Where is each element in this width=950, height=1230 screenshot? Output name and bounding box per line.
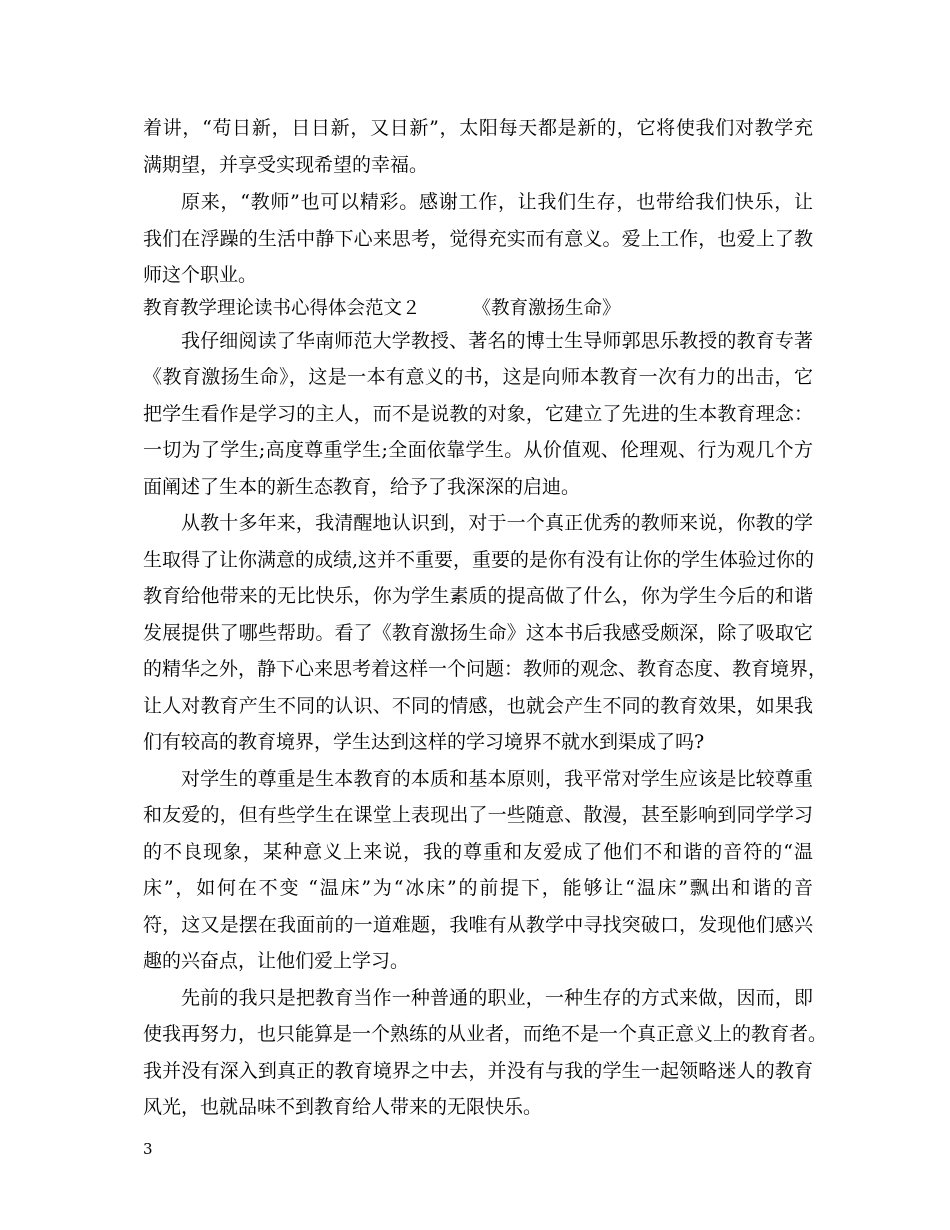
text-line: 教育给他带来的无比快乐，你为学生素质的提高做了什么，你为学生今后的和谐 <box>143 585 813 607</box>
text-line: 一切为了学生;高度尊重学生;全面依靠学生。从价值观、伦理观、行为观几个方 <box>143 439 813 461</box>
text-line: 先前的我只是把教育当作一种普通的职业，一种生存的方式来做，因而，即 <box>181 987 813 1009</box>
text-line: 让人对教育产生不同的认识、不同的情感，也就会产生不同的教育效果，如果我 <box>143 695 813 717</box>
text-line: 着讲，“苟日新，日日新，又日新”，太阳每天都是新的，它将使我们对教学充 <box>143 117 813 139</box>
text-line: 床”，如何在不变 “温床”为“冰床”的前提下，能够让“温床”飘出和谐的音 <box>143 877 813 899</box>
text-line: 我仔细阅读了华南师范大学教授、著名的博士生导师郭思乐教授的教育专著 <box>181 330 813 352</box>
book-title: 《教育激扬生命》 <box>472 298 621 319</box>
text-line: 生取得了让你满意的成绩,这并不重要，重要的是你有没有让你的学生体验过你的 <box>143 549 815 571</box>
text-line: 的不良现象，某种意义上来说，我的尊重和友爱成了他们不和谐的音符的“温 <box>143 841 813 863</box>
text-line: 把学生看作是学习的主人，而不是说教的对象，它建立了先进的生本教育理念： <box>143 403 813 425</box>
text-line: 我们在浮躁的生活中静下心来思考，觉得充实而有意义。爱上工作，也爱上了教 <box>143 228 813 250</box>
text-line: 趣的兴奋点，让他们爱上学习。 <box>143 950 410 972</box>
section-heading: 教育教学理论读书心得体会范文２ <box>143 298 421 319</box>
text-line: 满期望，并享受实现希望的幸福。 <box>143 154 429 176</box>
text-line: 发展提供了哪些帮助。看了《教育激扬生命》这本书后我感受颇深，除了吸取它 <box>143 622 813 644</box>
text-line: 和友爱的，但有些学生在课堂上表现出了一些随意、散漫，甚至影响到同学学习 <box>143 804 813 826</box>
text-line: 的精华之外，静下心来思考着这样一个问题：教师的观念、教育态度、教育境界， <box>143 658 828 680</box>
page-number: 3 <box>143 1140 153 1158</box>
text-line: 风光，也就品味不到教育给人带来的无限快乐。 <box>143 1096 543 1118</box>
text-line: 使我再努力，也只能算是一个熟练的从业者，而绝不是一个真正意义上的教育者。 <box>143 1023 828 1045</box>
text-line: 《教育激扬生命》，这是一本有意义的书，这是向师本教育一次有力的出击，它 <box>143 366 813 388</box>
text-line: 面阐述了生本的新生态教育，给予了我深深的启迪。 <box>143 476 581 498</box>
text-line: 符，这又是摆在我面前的一道难题，我唯有从教学中寻找突破口，发现他们感兴 <box>143 914 813 936</box>
text-line: 我并没有深入到真正的教育境界之中去，并没有与我的学生一起领略迷人的教育 <box>143 1060 813 1082</box>
text-line: 从教十多年来，我清醒地认识到，对于一个真正优秀的教师来说，你教的学 <box>181 512 813 534</box>
text-line: 对学生的尊重是生本教育的本质和基本原则，我平常对学生应该是比较尊重 <box>181 768 813 790</box>
text-line: 们有较高的教育境界，学生达到这样的学习境界不就水到渠成了吗? <box>143 731 705 753</box>
section-title <box>143 291 813 327</box>
text-line: 原来，“教师”也可以精彩。感谢工作，让我们生存，也带给我们快乐，让 <box>181 191 813 213</box>
text-line: 师这个职业。 <box>143 264 258 286</box>
